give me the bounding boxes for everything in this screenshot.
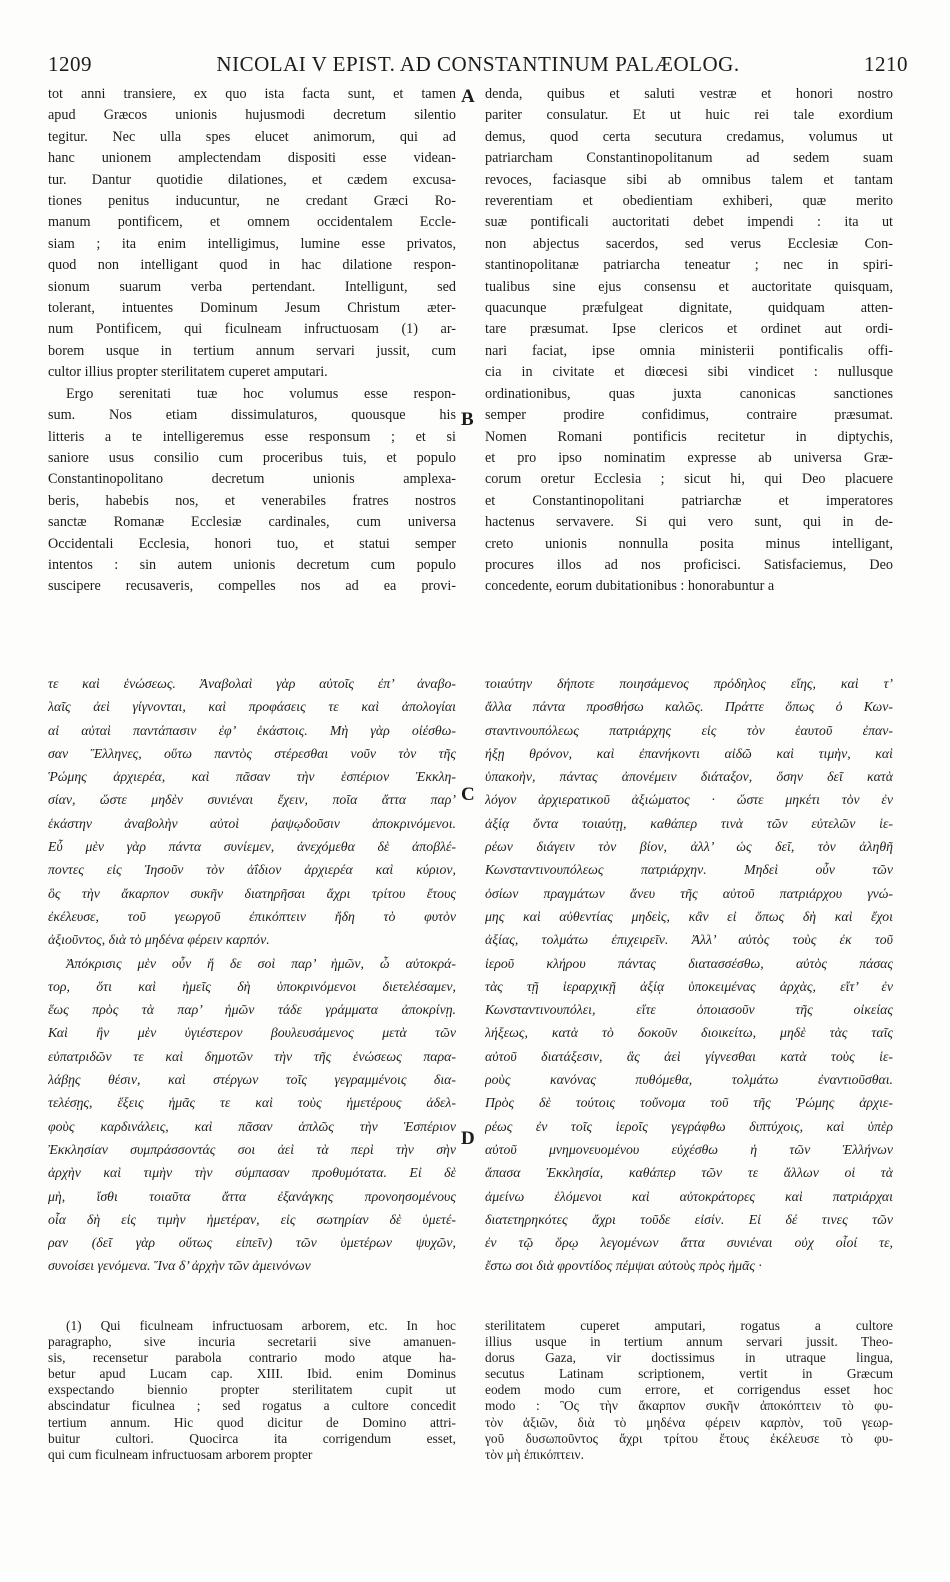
latin-text-right-column	[485, 84, 893, 654]
text-line: ἑκάστην ἀναβολὴν αὐτοὶ ῥαψῳδοῦσιν ἀποκρινόμενοι.	[48, 815, 456, 831]
text-line: demus, quod certa secutura credamus, volumus ut	[485, 128, 893, 145]
text-line: αὐτοῦ μνημονευομένου εὐχέσθω ἡ τῶν Ἑλλήνων	[485, 1141, 893, 1157]
text-line: sis, recensetur parabola contrario modo atque ha-	[48, 1350, 456, 1366]
text-line: Constantinopolitano decretum unionis amplexa-	[48, 471, 456, 488]
text-line: Ῥώμης ἀρχιερέα, καὶ πᾶσαν τὴν ἑσπέριον Ἐκκλη-	[48, 769, 456, 785]
text-line: revoces, faciasque sibi ab omnibus talem et tantam	[485, 171, 893, 188]
text-line: apud Græcos unionis hujusmodi decretum silentio	[48, 107, 456, 124]
margin-letter-a: A	[461, 86, 475, 107]
text-line: et Constantinopolitani patriarchæ et imperatores	[485, 492, 893, 509]
text-line: μης καὶ αὐθεντίας μηδεὶς, κἂν εἰ ὅπως δὴ καὶ ἔχοι	[485, 908, 893, 924]
text-line: cultor illius propter sterilitatem cuperet amputari.	[48, 364, 328, 381]
margin-letter-d: D	[461, 1128, 475, 1149]
text-line: λάβῃς θέσιν, καὶ στέργων τοῖς γεγραμμένοις δια-	[48, 1072, 456, 1088]
text-line: τοιαύτην δήποτε ποιησάμενος πρόδηλος εἴης, καὶ τ’	[485, 676, 893, 691]
text-line: ἄλλα πάντα προσθήσω καλῶς. Πράττε ὅπως ὁ Κων-	[485, 699, 893, 715]
text-line: σίαν, ὥστε μηδὲν συνιέναι ἔχειν, ποῖα ἄττα παρ’	[48, 792, 456, 808]
text-line: ordinationibus, quas juxta canonicas sanctiones	[485, 385, 893, 402]
text-line: ἱεροῦ κλήρου πάντας διατασσέσθω, αὐτὸς πάσας	[485, 955, 893, 971]
text-line: ροὺς κανόνας πυθόμεθα, τολμάτω ἐναντιοῦσθαι.	[485, 1072, 893, 1088]
text-line: modo : Ὃς τὴν ἄκαρπον συκῆν ἀποκόπτειν τὸ φυ-	[485, 1398, 893, 1414]
text-line: σαν Ἕλληνες, οὕτω παντὸς στέρεσθαι νοῦν τὸν τῆς	[48, 745, 456, 761]
text-line: Εὖ μὲν γὰρ πάντα συνίεμεν, ἀνεχόμεθα δὲ ἀποβλέ-	[48, 839, 456, 855]
text-line: σταντινουπόλεως πατριάρχης εἰς τὸν ἑαυτοῦ ἐπαν-	[485, 722, 893, 738]
text-line: αὐτοῦ διατάξεσιν, ἃς ἀεὶ γίγνεσθαι κατὰ τοὺς ἱε-	[485, 1048, 893, 1064]
text-line: hanc unionem amplectendam dispositi esse videan-	[48, 150, 456, 167]
text-line: ἀξίᾳ ὄντα τοιαύτῃ, καθάπερ τινὰ τῶν εὐτελῶν ἱε-	[485, 815, 893, 831]
text-line: buitur cultori. Quocirca ita corrigendum esset,	[48, 1430, 456, 1446]
text-line: sanctæ Romanæ Ecclesiæ cardinales, cum universa	[48, 514, 456, 531]
text-line: nari faciat, ipse omnia ministerii pontificalis offi-	[485, 342, 893, 359]
text-line: cia in civitate et diœcesi sibi vindicet : nullusque	[485, 364, 893, 381]
text-line: ἀμείνω ἑλόμενοι καὶ αὐτοκράτορες καὶ πατριάρχαι	[485, 1188, 893, 1204]
text-line: Κωνσταντινουπόλεως πατριάρχην. Μηδεὶ οὖν τῶν	[485, 862, 893, 878]
margin-letter-c: C	[461, 784, 475, 805]
text-line: tiones penitus inducuntur, ne credant Græci Ro-	[48, 193, 456, 210]
running-title: NICOLAI V EPIST. AD CONSTANTINUM PALÆOLOG.	[216, 52, 740, 76]
text-line: saniore usus consilio cum proceribus tuis, et populo	[48, 449, 456, 466]
text-line: tualibus sine ejus consensu et auctoritate quisquam,	[485, 278, 893, 295]
text-line: οἷα δὴ εἰς τιμὴν ἡμετέραν, εἰς σωτηρίαν δὲ ὑμετέ-	[48, 1211, 456, 1227]
text-line: ποντες εἰς Ἰησοῦν τὸν ἀΐδιον ἀρχιερέα καὶ κύριον,	[48, 862, 456, 878]
text-line: λόγον ἀρχιερατικοῦ ἀξιώματος · ὥστε μηκέτι τὸν ἐν	[485, 792, 893, 808]
text-line: Ἀπόκρισις μὲν οὖν ἥ δε σοὶ παρ’ ἡμῶν, ὦ αὐτοκρά-	[66, 955, 456, 971]
text-line: τορ, ὅτι καὶ ἡμεῖς δὴ ὑποκρινόμενοι διετελέσαμεν,	[48, 978, 456, 994]
text-line: litteris a te intelligeremus esse responsum ; et si	[48, 428, 456, 445]
text-line: ήξῃ θρόνον, καὶ ἐπανήκοντι αἰδῶ καὶ τιμὴν, καὶ	[485, 745, 893, 761]
running-header	[48, 52, 908, 78]
text-line: procures illos ad nos proficisci. Satisfaciemus, Deo	[485, 556, 893, 573]
text-line: μὴ, ἴσθι τοιαῦτα ἄττα ἐξανάγκης προνοησομένους	[48, 1188, 456, 1204]
text-line: hactenus servavere. Si qui vero sunt, qui in de-	[485, 514, 893, 531]
text-line: tertium annum. Hic quod dicitur de Domino attri-	[48, 1414, 456, 1430]
footnote-left-column	[48, 1318, 456, 1466]
text-line: tolerant, intuentes Dominum Jesum Christum æter-	[48, 300, 456, 317]
text-line: γοῦ δυσωποῦντος ἄχρι τρίτου ἔτους ἐκέλευσε τὸ φυ-	[485, 1430, 893, 1446]
text-line: ρέως ἐν τοῖς ἱεροῖς γεγράφθω διπτύχοις, καὶ ὑπὲρ	[485, 1118, 893, 1134]
text-line: sum. Nos etiam dissimulaturos, quousque his	[48, 407, 456, 424]
text-line: ὃς τὴν ἄκαρπον συκῆν διατηρῆσαι ἄχρι τρίτου ἔτους	[48, 885, 456, 901]
text-line: ἀρχὴν καὶ τιμὴν τὴν σύμπασαν προθυμότατα. Εἰ δὲ	[48, 1165, 456, 1181]
text-line: Nomen Romani pontificis recitetur in diptychis,	[485, 428, 893, 445]
text-line: τὸν μὴ ἐπικόπτειν.	[485, 1446, 584, 1462]
text-line: paragrapho, sive incuria secretarii sive amanuen-	[48, 1334, 456, 1350]
text-line: illius usque in tertium annum servari jussit. Theo-	[485, 1334, 893, 1350]
text-line: διατετηρηκότες ἄχρι τοῦδε εἰσίν. Εἰ δέ τινες τῶν	[485, 1211, 893, 1227]
text-line: quacunque præfulgeat dignitate, quidquam atten-	[485, 300, 893, 317]
text-line: suæ pontificali auctoritati debet impendi : ita ut	[485, 214, 893, 231]
page-number-left: 1209	[48, 52, 92, 76]
text-line: εὐπατριδῶν τε καὶ δημοτῶν τὴν τῆς ἑνώσεως παρα-	[48, 1048, 456, 1064]
text-line: ὑπακοὴν, πάντας ἀπονέμειν διάταξον, ὅσην δεῖ κατὰ	[485, 769, 893, 785]
text-line: exspectando biennio propter sterilitatem cupit ut	[48, 1382, 456, 1398]
text-line: betur apud Lucam cap. XIII. Ibid. enim Dominus	[48, 1366, 456, 1382]
text-line: num Pontificem, qui ficulneam infructuosam (1) ar-	[48, 321, 456, 338]
text-line: semper prodire confidimus, contraire præsumat.	[485, 407, 893, 424]
text-line: Ἐκκλησίαν συμπράσσοντάς σοι ἀεὶ τὰ περὶ τὴν σὴν	[48, 1141, 456, 1157]
text-line: ἐκέλευσε, τοῦ γεωργοῦ ἐπικόπτειν ἤδη τὸ φυτὸν	[48, 908, 456, 924]
text-line: τὰς τῇ ἱεραρχικῇ ἀξίᾳ ὑποκειμένας ἀρχὰς, εἴτ’ ἐν	[485, 978, 893, 994]
text-line: reverentiam et obedientiam exhiberi, quæ merito	[485, 193, 893, 210]
text-line: sionum suarum verba pertendant. Intelligunt, sed	[48, 278, 456, 295]
text-line: ραν (δεῖ γὰρ οὕτως εἰπεῖν) τῶν ὑμετέρων ψυχῶν,	[48, 1235, 456, 1251]
text-line: secutus Latinam scriptionem, vertit in Græcum	[485, 1366, 893, 1382]
text-line: Ergo serenitati tuæ hoc volumus esse respon-	[66, 385, 456, 402]
text-line: quod non intelligant quod in hac dilatione respon-	[48, 257, 456, 274]
text-line: pariter consulatur. Et ut huic rei tale exordium	[485, 107, 893, 124]
text-line: patriarcham Constantinopolitanum ad sedem suam	[485, 150, 893, 167]
text-line: manum pontificem, et omnem occidentalem Eccle-	[48, 214, 456, 231]
text-line: (1) Qui ficulneam infructuosam arborem, etc. In hoc	[66, 1318, 456, 1333]
text-line: ὁσίων πραγμάτων ἄνευ τῆς αὐτοῦ πατριάρχου γνώ-	[485, 885, 893, 901]
text-line: Πρὸς δὲ τούτοις τοὔνομα τοῦ τῆς Ῥώμης ἀρχιε-	[485, 1095, 893, 1111]
text-line: beris, habebis nos, et venerabiles fratres nostros	[48, 492, 456, 509]
text-line: τὸν ἀξιῶν, διὰ τὸ μηδένα φέρειν καρπὸν, τοῦ γεωρ-	[485, 1414, 893, 1430]
text-line: ρέων διάγειν τὸν βίον, ἀλλ’ ὡς δεῖ, τὸν ἀληθῆ	[485, 839, 893, 855]
text-line: tare præsumat. Ipse clericos et ordinet aut ordi-	[485, 321, 893, 338]
text-line: τελέσῃς, ἕξεις ἡμᾶς τε καὶ τοὺς ἡμετέρους ἀδελ-	[48, 1095, 456, 1111]
text-line: tot anni transiere, ex quo ista facta sunt, et tamen	[48, 86, 456, 102]
margin-letter-b: B	[461, 409, 474, 430]
text-line: creto unionis nonnulla posita minus intelligant,	[485, 535, 893, 552]
text-line: ἐν τῷ ὅρῳ λεγομένων ἄττα συνιέναι οὐχ οἷοί τε,	[485, 1235, 893, 1251]
text-line: non abjectus sacerdos, sed verus Ecclesiæ Con-	[485, 235, 893, 252]
text-line: stantinopolitanæ patriarcha teneatur ; nec in spiri-	[485, 257, 893, 274]
text-line: siam ; ita enim intelligimus, lumine esse privatos,	[48, 235, 456, 252]
text-line: λαῖς ἀεὶ γίγνονται, καὶ προφάσεις τε καὶ ἀπολογίαι	[48, 699, 456, 715]
footnote-right-column	[485, 1318, 893, 1466]
text-line: qui cum ficulneam infructuosam arborem propter	[48, 1446, 313, 1462]
text-line: τε καὶ ἑνώσεως. Ἀναβολαὶ γὰρ αὐτοῖς ἐπ’ ἀναβο-	[48, 676, 456, 691]
text-line: intentos : sin autem unionis decretum cum populo	[48, 556, 456, 573]
text-line: Occidentali Ecclesia, honori tuo, et statui semper	[48, 535, 456, 552]
latin-text-left-column	[48, 84, 456, 654]
text-line: suscipere recusaveris, compelles nos ad ea provi-	[48, 578, 456, 595]
text-line: λήξεως, κατὰ τὸ δοκοῦν διοικείτω, μηδὲ τὰς ταῖς	[485, 1025, 893, 1041]
text-line: tur. Dantur quotidie dilationes, et cædem excusa-	[48, 171, 456, 188]
text-line: ἅπασα Ἐκκλησία, καθάπερ τῶν τε ἄλλων οἱ τὰ	[485, 1165, 893, 1181]
text-line: denda, quibus et saluti vestræ et honori nostro	[485, 86, 893, 102]
text-line: dorus Gaza, vir doctissimus in utraque lingua,	[485, 1350, 893, 1366]
text-line: ἀξίας, τολμάτω ἐπιχειρεῖν. Ἀλλ’ αὐτὸς τοὺς ἐκ τοῦ	[485, 932, 893, 948]
text-line: sterilitatem cuperet amputari, rogatus a cultore	[485, 1318, 893, 1333]
text-line: et pro ipso nominatim expresse ab universa Græ-	[485, 449, 893, 466]
text-line: ἕως πρὸς τὰ παρ’ ἡμῶν τάδε γράμματα ἀποκρίνῃ.	[48, 1002, 456, 1018]
text-line: borem usque in tertium annum servari jussit, cum	[48, 342, 456, 359]
text-line: ἀξιοῦντος, διὰ τὸ μηδένα φέρειν καρπόν.	[48, 932, 270, 948]
text-line: eodem modo cum errore, et corrigendus esset hoc	[485, 1382, 893, 1398]
text-line: ἔστω σοι διὰ φροντίδος πέμψαι αὐτοὺς πρὸς ἡμᾶς ·	[485, 1258, 762, 1274]
text-line: Κωνσταντινουπόλει, εἴτε ὁποιασοῦν τῆς οἰκείας	[485, 1002, 893, 1018]
text-line: φοὺς καρδινάλεις, καὶ πᾶσαν ἁπλῶς τὴν Ἑσπέριον	[48, 1118, 456, 1134]
text-line: abscindatur ficulnea ; sed rogatus a cultore concedit	[48, 1398, 456, 1414]
text-line: συνοίσει γενόμενα. Ἵνα δ’ ἀρχὴν τῶν ἀμεινόνων	[48, 1258, 311, 1274]
page-number-right: 1210	[864, 52, 908, 76]
text-line: αἱ αὐταὶ παντάπασιν ἐφ’ ἑκάστοις. Μὴ γὰρ οἰέσθω-	[48, 722, 456, 738]
text-line: concedente, eorum dubitationibus : honorabuntur a	[485, 578, 775, 595]
text-line: tegitur. Nec ulla spes elucet animorum, qui ad	[48, 128, 456, 145]
text-line: Καὶ ἢν μὲν ὑγιέστερον βουλευσάμενος μετὰ τῶν	[48, 1025, 456, 1041]
text-line: corum oretur Ecclesia ; sicut hi, qui Deo placuere	[485, 471, 893, 488]
